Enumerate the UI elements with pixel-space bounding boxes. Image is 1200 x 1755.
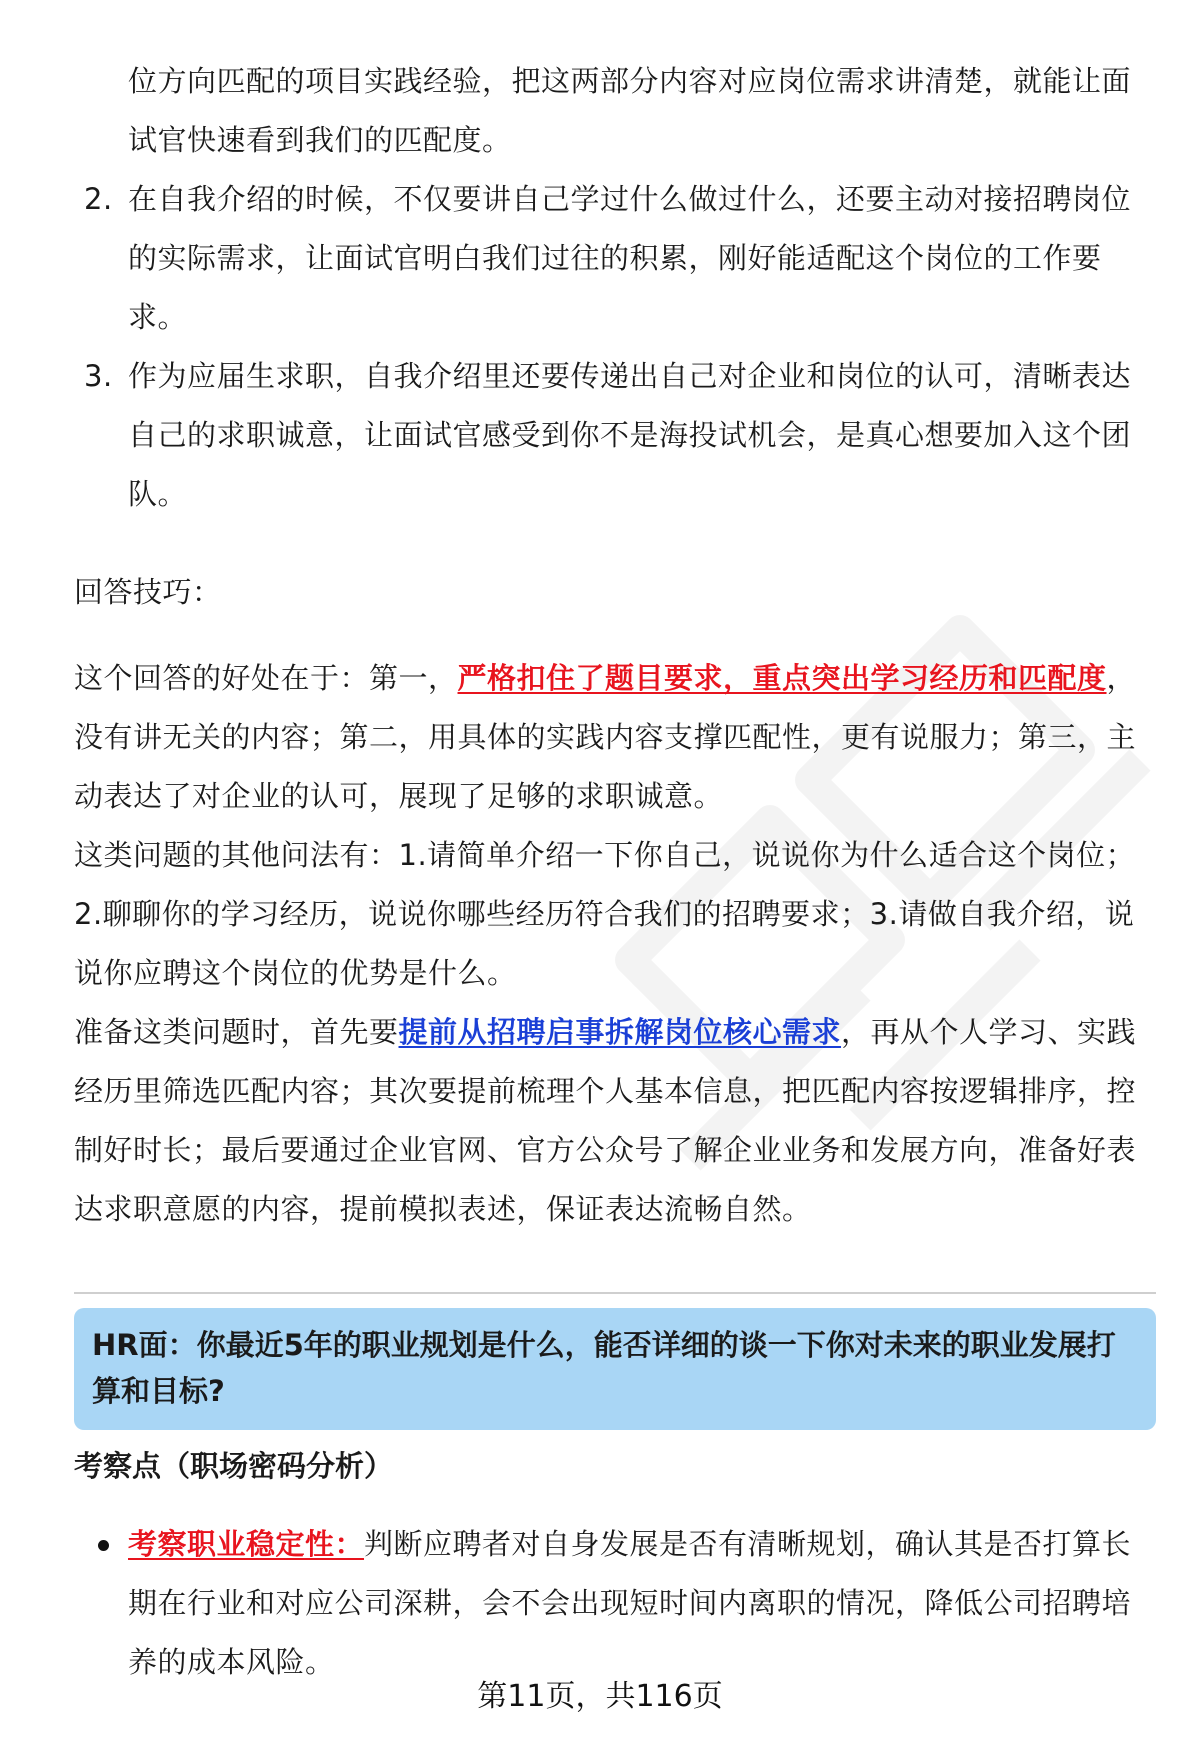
text-run: 准备这类问题时，首先要: [74, 1015, 399, 1049]
paragraph-line: 说你应聘这个岗位的优势是什么。: [74, 956, 517, 990]
section-divider: [74, 1292, 1156, 1294]
bullet-list: [74, 1515, 1154, 1692]
list-line: 求。: [128, 300, 188, 334]
bullet-line: 期在行业和对应公司深耕，会不会出现短时间内离职的情况，降低公司招聘培: [128, 1586, 1132, 1620]
question-line: HR面：你最近5年的职业规划是什么，能否详细的谈一下你对未来的职业发展打: [92, 1328, 1116, 1362]
analysis-heading: 考察点（职场密码分析）: [74, 1449, 394, 1483]
paragraph-line: 制好时长；最后要通过企业官网、官方公众号了解企业业务和发展方向，准备好表: [74, 1133, 1137, 1167]
list-line: 的实际需求，让面试官明白我们过往的积累，刚好能适配这个岗位的工作要: [128, 241, 1102, 275]
list-number: 3.: [84, 359, 113, 393]
bullet-item: [74, 1515, 1154, 1692]
numbered-list: [74, 52, 1154, 524]
paragraph-line: 达求职意愿的内容，提前模拟表述，保证表达流畅自然。: [74, 1192, 812, 1226]
paragraph-line: 动表达了对企业的认可，展现了足够的求职诚意。: [74, 779, 724, 813]
question-line: 算和目标?: [92, 1374, 225, 1408]
list-line: 位方向匹配的项目实践经验，把这两部分内容对应岗位需求讲清楚，就能让面: [128, 64, 1132, 98]
tips-heading: 回答技巧：: [74, 575, 222, 609]
paragraph-line: 没有讲无关的内容；第二，用具体的实践内容支撑匹配性，更有说服力；第三，主: [74, 720, 1137, 754]
question-box: [74, 1308, 1156, 1430]
list-line: 试官快速看到我们的匹配度。: [128, 123, 512, 157]
bullet-line: [128, 1515, 1154, 1574]
list-line: 自己的求职诚意，让面试官感受到你不是海投试机会，是真心想要加入这个团: [128, 418, 1132, 452]
list-line: 在自我介绍的时候，不仅要讲自己学过什么做过什么，还要主动对接招聘岗位: [128, 182, 1132, 216]
paragraph-line: [74, 649, 1154, 708]
list-line: 作为应届生求职，自我介绍里还要传递出自己对企业和岗位的认可，清晰表达: [128, 359, 1132, 393]
tips-paragraph-1: [74, 649, 1154, 1239]
text-run: 判断应聘者对自身发展是否有清晰规划，确认其是否打算长: [364, 1527, 1132, 1561]
paragraph-line: 2.聊聊你的学习经历，说说你哪些经历符合我们的招聘要求；3.请做自我介绍，说: [74, 897, 1135, 931]
red-highlight: 考察职业稳定性：: [128, 1527, 365, 1561]
list-item-1-continuation: [74, 52, 1154, 170]
list-line: 队。: [128, 477, 188, 511]
bullet-line: 养的成本风险。: [128, 1645, 335, 1679]
text-run: ，: [1106, 661, 1137, 695]
red-highlight: 严格扣住了题目要求，重点突出学习经历和匹配度: [457, 661, 1107, 695]
paragraph-line: 这类问题的其他问法有：1.请简单介绍一下你自己，说说你为什么适合这个岗位；: [74, 838, 1136, 872]
text-run: 这个回答的好处在于：第一，: [74, 661, 458, 695]
list-item-2: [74, 170, 1154, 347]
paragraph-line: 经历里筛选匹配内容；其次要提前梳理个人基本信息，把匹配内容按逻辑排序，控: [74, 1074, 1137, 1108]
paragraph-line: [74, 1003, 1154, 1062]
list-number: 2.: [84, 182, 113, 216]
page-footer: 第11页，共116页: [477, 1679, 723, 1714]
text-run: ，再从个人学习、实践: [841, 1015, 1137, 1049]
blue-highlight: 提前从招聘启事拆解岗位核心需求: [398, 1015, 842, 1049]
bullet-dot-icon: [98, 1540, 109, 1551]
list-item-3: [74, 347, 1154, 524]
